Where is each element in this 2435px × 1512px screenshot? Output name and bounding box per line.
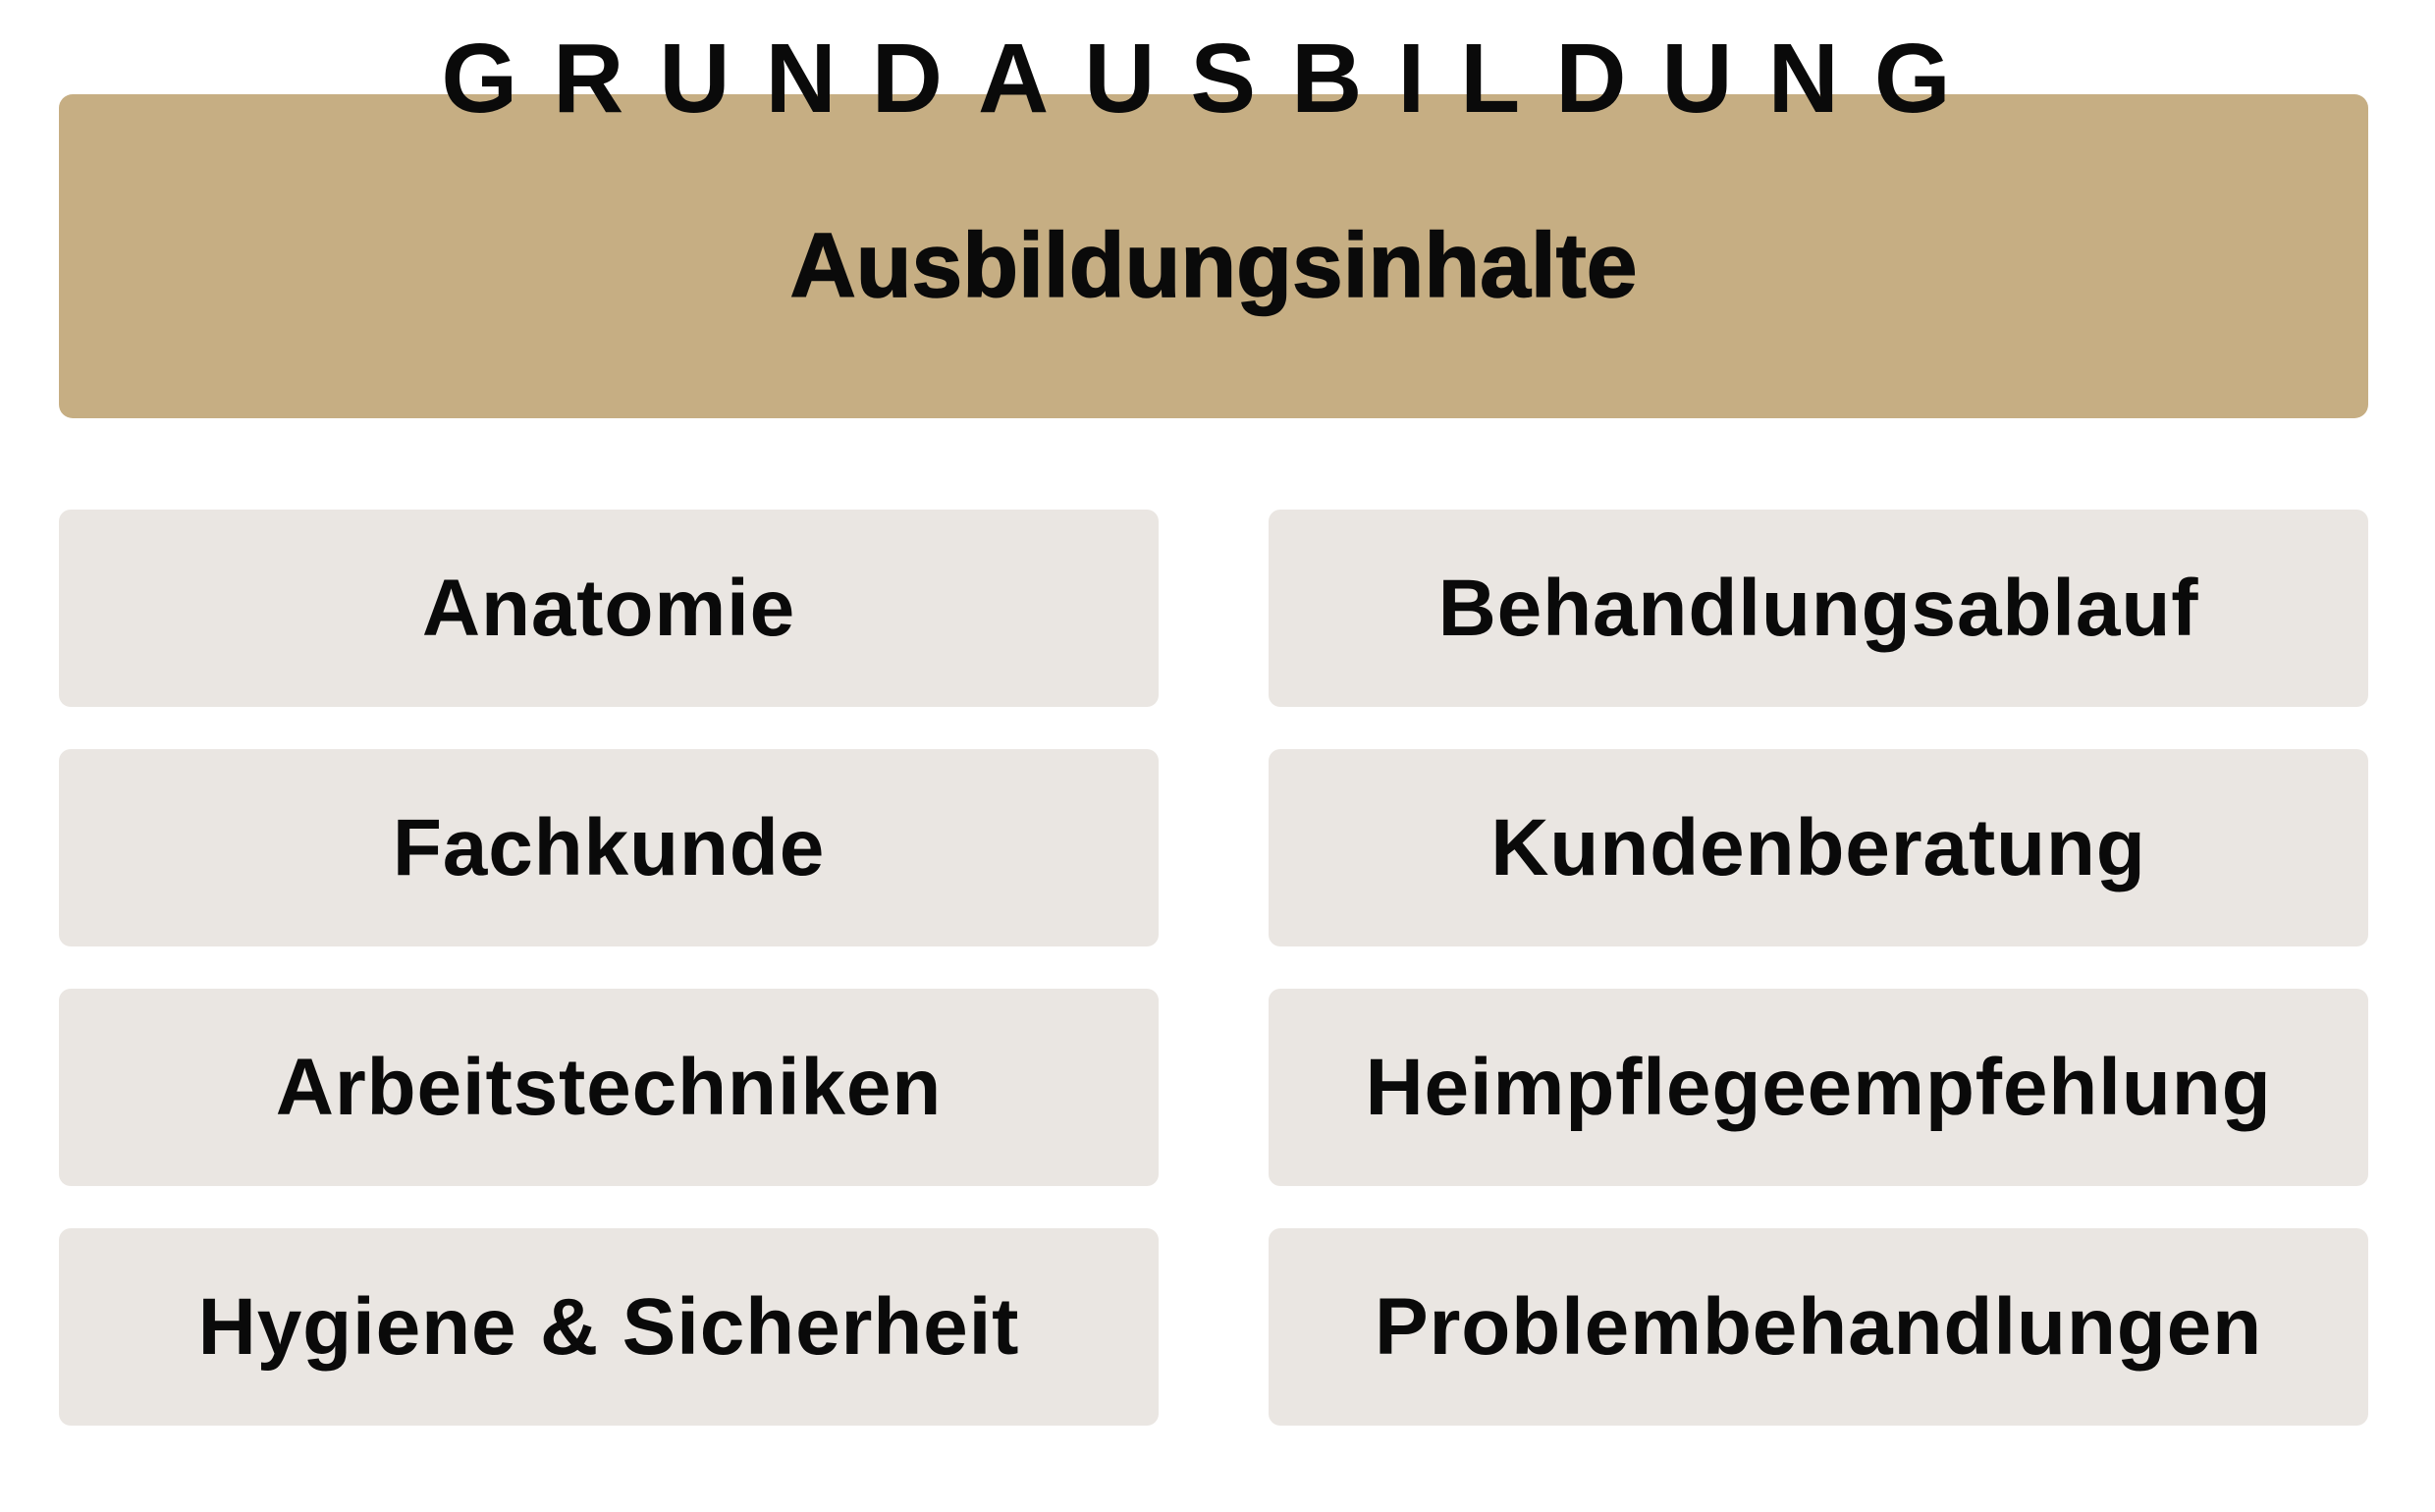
topics-grid <box>59 510 2368 1426</box>
topic-label: Kundenberatung <box>1490 802 2146 892</box>
topic-card-hygiene-sicherheit <box>59 1228 1159 1426</box>
topic-label: Problembehandlungen <box>1375 1281 2262 1372</box>
page-kicker: GRUNDAUSBILDUNG <box>441 24 1986 134</box>
title-banner <box>59 94 2368 418</box>
topic-label: Fachkunde <box>392 802 826 892</box>
topic-card-fachkunde <box>59 749 1159 946</box>
topic-label: Behandlungsablauf <box>1437 563 2199 653</box>
topic-label: Arbeitstechniken <box>275 1042 943 1132</box>
topic-card-anatomie <box>59 510 1159 707</box>
topic-card-heimpflegeempfehlung <box>1269 989 2368 1186</box>
topic-card-kundenberatung <box>1269 749 2368 946</box>
slide <box>0 24 2435 1512</box>
topic-label: Heimpflegeempfehlung <box>1365 1042 2272 1132</box>
topic-card-behandlungsablauf <box>1269 510 2368 707</box>
topic-card-arbeitstechniken <box>59 989 1159 1186</box>
topic-label: Hygiene & Sicherheit <box>197 1281 1020 1372</box>
topic-label: Anatomie <box>421 563 796 653</box>
page-title: Ausbildungsinhalte <box>789 213 1638 316</box>
topic-card-problembehandlungen <box>1269 1228 2368 1426</box>
